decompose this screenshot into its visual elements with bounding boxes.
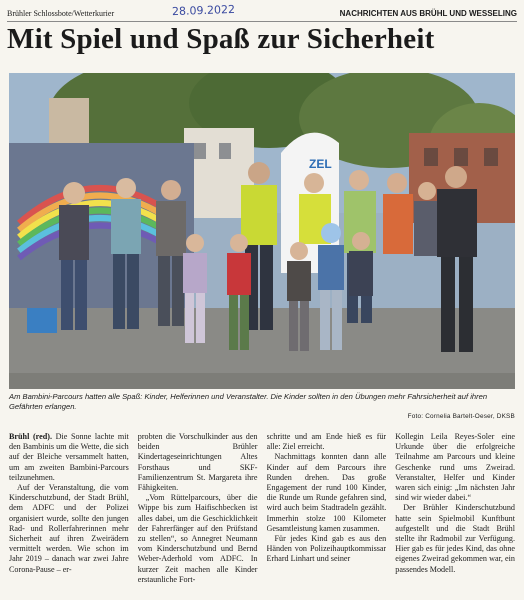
paragraph: Nachmittags konnten dann alle Kinder auf dem Parcours ihre Runden drehen. Das große Engagement der rund 100 Kinder, die Runde um Runde gefahren sind, wird auch beim Stadtradeln gezählt. Immerhin stolze 100 Kilometer Gesamtleistung kamen zusammen. [266, 452, 387, 533]
paragraph: Auf der Veranstaltung, die vom Kinderschutzbund, der Stadt Brühl, dem ADFC und der Polizei organisiert wurde, sollte den jungen Rad- und Rollerfahrerinnen mehr Sicherheit auf ihren Zweirädern vermittelt werden. Wie schon im Jahr 2019 – danach war zwei Jahre Corona-Pause – er- [9, 483, 129, 574]
article-column-1 [9, 432, 129, 600]
publication-name: Brühler Schlossbote/Wetterkurier [7, 9, 115, 18]
group-photo-illustration [9, 73, 515, 389]
article-column-3 [267, 432, 387, 600]
paragraph: Für jedes Kind gab es aus den Händen von Polizeihauptkommissar Erhard Linhart und seiner [266, 534, 387, 564]
section-title: NACHRICHTEN AUS BRÜHL UND WESSELING [339, 9, 517, 18]
article-photo [9, 73, 515, 389]
photo-caption [9, 392, 515, 422]
photo-credit: Foto: Cornelia Bartelt-Oeser, DKSB [407, 413, 515, 420]
article-column-4 [395, 432, 515, 600]
banner-text: ZEL [309, 157, 332, 171]
handwritten-date: 28.09.2022 [171, 2, 236, 19]
paragraph: Der Brühler Kinderschutzbund hatte sein Spielmobil Kunftbunt aufgestellt und die Stadt Brühl stellte ihr Radmobil zur Verfügung. Hier gab es für jedes Kind, das ohne eigenes Zweirad gekommen war, ein passendes Modell. [395, 503, 515, 574]
article-body [9, 432, 515, 600]
dateline: Brühl (red). [9, 432, 52, 441]
article-headline: Mit Spiel und Spaß zur Sicherheit [7, 23, 435, 55]
paragraph: Brühl (red). Die Sonne lachte mit den Bambinis um die Wette, die sich auf der Bleiche versammelt hatten, um am zweiten Bambini-Parcours teilzunehmen. [9, 432, 129, 482]
paragraph: Kollegin Leila Reyes-Soler eine Urkunde über die erfolgreiche Teilnahme am Parcours und kleine Geschenke rund ums Zweirad. Veranstalter, Helfer und Kinder waren sich einig: „Im nächsten Jahr sind wir wieder dabei.“ [395, 432, 515, 503]
masthead-bar [7, 2, 517, 22]
paragraph: schritte und am Ende hieß es für alle: Ziel erreicht. [266, 432, 387, 452]
paragraph: probten die Vorschulkinder aus den beiden Brühler Kindertageseinrichtungen Altes Forsthaus und SKF-Familienzentrum St. Margareta ihre Fähigkeiten. [137, 432, 258, 493]
article-column-2 [138, 432, 258, 600]
paragraph: „Vom Rüttelparcours, über die Wippe bis zum Haifischbecken ist alles dabei, um die Geschicklichkeit der Fahrerfänger auf den Prüfstand zu stellen“, so Annegret Neumann vom Kinderschutzbund und Bernd Weber-Aderhold vom ADFC. In kurzer Zeit machen alle Kinder erstaunliche Fort- [137, 493, 258, 584]
caption-text: Am Bambini-Parcours hatten alle Spaß: Kinder, Helferinnen und Veranstalter. Die Kinder sollten in den Übungen mehr Fahrsicherheit auf ihren Gefährten erlangen. [9, 392, 488, 411]
